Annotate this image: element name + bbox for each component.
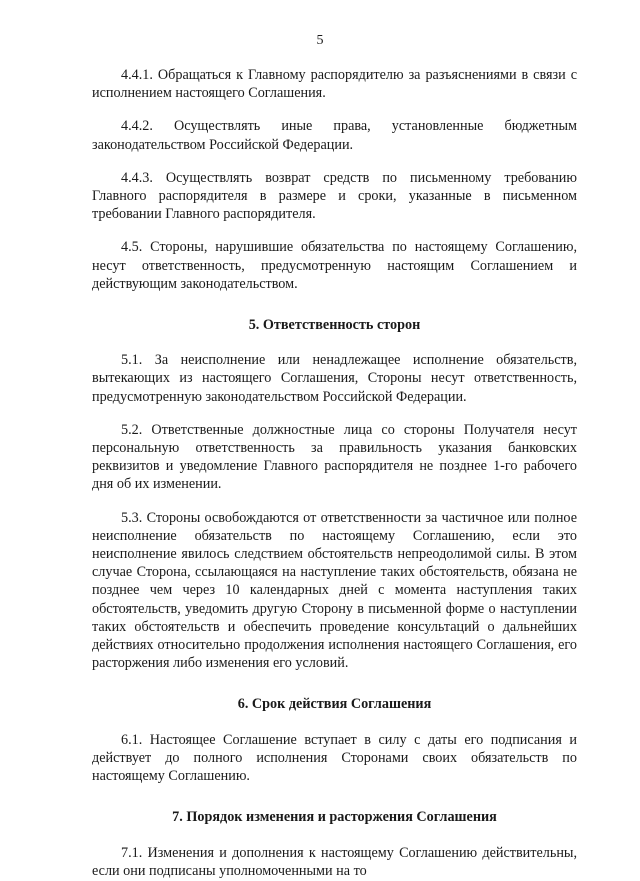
section-heading-5: 5. Ответственность сторон <box>248 317 421 334</box>
section-heading-7: 7. Порядок изменения и расторжения Соглашения <box>172 809 497 826</box>
paragraph-4-4-2: 4.4.2. Осуществлять иные права, установленные бюджетным законодательством Российской Федерации. <box>92 118 577 153</box>
paragraph-7-1: 7.1. Изменения и дополнения к настоящему Соглашению действительны, если они подписаны уполномоченными на то <box>92 844 577 879</box>
paragraph-4-4-1: 4.4.1. Обращаться к Главному распорядителю за разъяснениями в связи с исполнением настоящего Соглашения. <box>92 67 577 102</box>
paragraph-4-5: 4.5. Стороны, нарушившие обязательства по настоящему Соглашению, несут ответственность, предусмотренную настоящим Соглашением и действующим законодательством. <box>92 239 577 292</box>
paragraph-6-1: 6.1. Настоящее Соглашение вступает в силу с даты его подписания и действует до полного исполнения Сторонами своих обязательств по настоящему Соглашению. <box>92 731 577 785</box>
paragraph-4-4-3: 4.4.3. Осуществлять возврат средств по письменному требованию Главного распорядителя в размере и сроки, указанные в письменном требовании Главного распорядителя. <box>92 169 577 223</box>
page-number: 5 <box>316 33 324 48</box>
section-heading-6: 6. Срок действия Соглашения <box>237 696 432 713</box>
document-body <box>92 66 577 880</box>
paragraph-5-1: 5.1. За неисполнение или ненадлежащее исполнение обязательств, вытекающих из настоящего Соглашения, Стороны несут ответственность, предусмотренную законодательством Российской Федерации. <box>92 352 577 405</box>
paragraph-5-2: 5.2. Ответственные должностные лица со стороны Получателя несут персональную ответственность за правильность указания банковских реквизитов и уведомление Главного распорядителя не позднее 1-го рабочего дня об их изменении. <box>92 421 577 493</box>
paragraph-5-3: 5.3. Стороны освобождаются от ответственности за частичное или полное неисполнение обязательств по настоящему Соглашению, если это неисполнение явилось следствием обстоятельств непреодолимой силы. В этом случае Сторона, ссылающаяся на наступление таких обстоятельств, обязана не позднее чем через 10 календарных дней с момента наступления таких обстоятельств, уведомить другую Сторону в письменной форме о наступлении таких обстоятельств и обеспечить проведение консультаций о дальнейших действиях относительно продолжения исполнения настоящего Соглашения, его расторжения либо изменения его условий. <box>92 509 577 672</box>
